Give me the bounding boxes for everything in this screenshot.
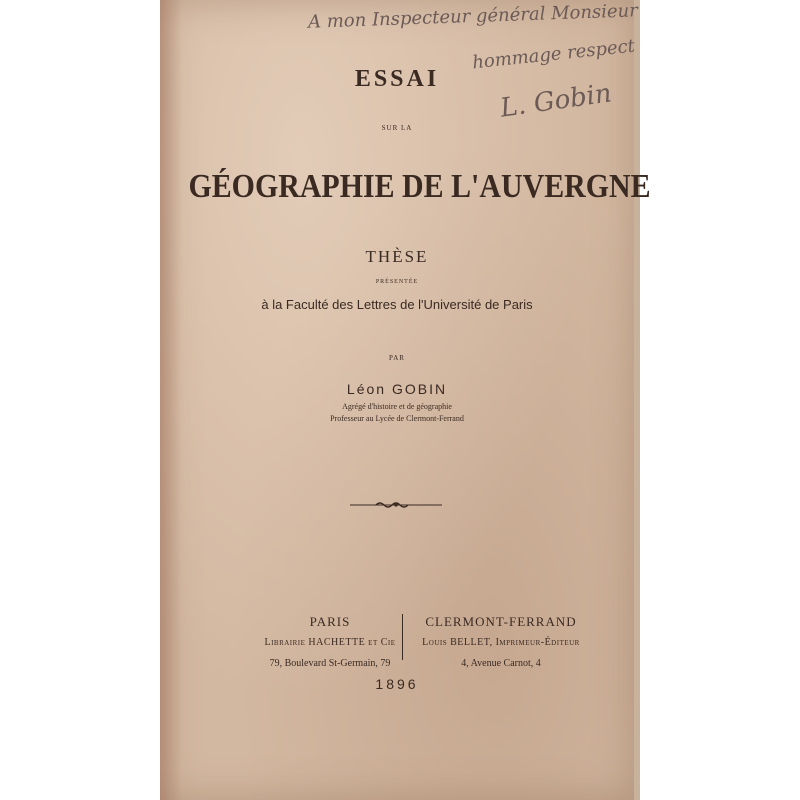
publication-year: 1896 xyxy=(375,676,419,692)
imprint-left-address: 79, Boulevard St-Germain, 79 xyxy=(269,658,391,669)
imprint-right-publisher: Louis BELLET, Imprimeur-Éditeur xyxy=(422,637,580,648)
author-name: Léon GOBIN xyxy=(346,381,448,397)
faculty-line: à la Faculté des Lettres de l'Université de Paris xyxy=(261,297,533,312)
imprint-right-city: CLERMONT-FERRAND xyxy=(425,614,577,629)
imprint-left-city: PARIS xyxy=(309,614,351,629)
author-title-1: Agrégé d'histoire et de géographie xyxy=(342,402,452,411)
dedication-line-2: hommage respect xyxy=(471,35,636,74)
author-signature: L. Gobin xyxy=(498,78,614,124)
title-sur-la: SUR LA xyxy=(381,124,413,132)
ornament-divider xyxy=(348,500,444,510)
imprint-divider xyxy=(402,614,403,660)
these-heading: THÈSE xyxy=(365,247,429,266)
main-title: GÉOGRAPHIE DE L'AUVERGNE xyxy=(188,168,651,205)
author-title-2: Professeur au Lycée de Clermont-Ferrand xyxy=(330,414,464,423)
imprint-left-publisher: Librairie HACHETTE et Cie xyxy=(264,637,396,648)
presentee-label: PRÉSENTÉE xyxy=(375,279,419,285)
par-label: PAR xyxy=(389,354,405,362)
dedication-line-1: A mon Inspecteur général Monsieur xyxy=(307,0,639,33)
title-essai: ESSAI xyxy=(354,66,440,92)
book-cover xyxy=(160,0,651,800)
imprint-right-address: 4, Avenue Carnot, 4 xyxy=(461,658,541,669)
